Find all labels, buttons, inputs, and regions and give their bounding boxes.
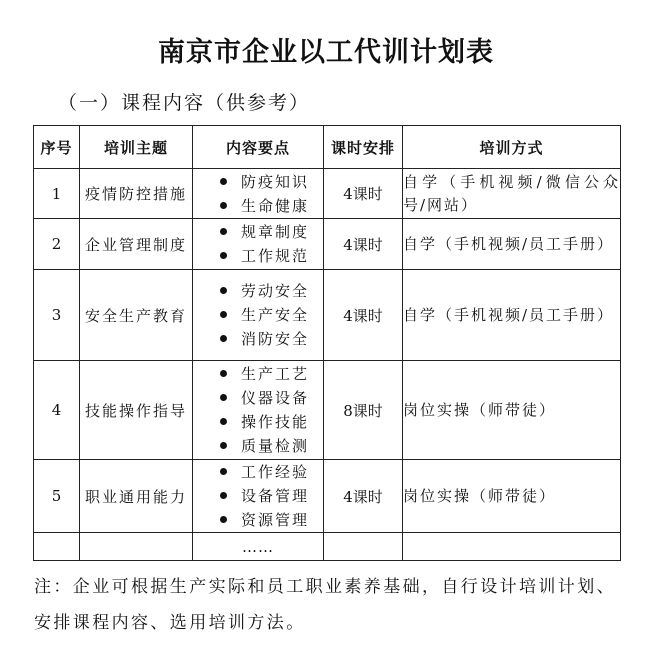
row-hours: 4课时 <box>324 270 403 361</box>
list-item <box>220 386 323 410</box>
point-text: 消防安全 <box>241 330 310 348</box>
point-text: 生产工艺 <box>241 365 310 383</box>
ellipsis-text: …… <box>193 533 324 561</box>
list-item <box>220 244 323 268</box>
bullet-icon <box>220 442 227 449</box>
point-text: 生产安全 <box>241 306 310 324</box>
list-item <box>220 460 323 484</box>
table-header-row <box>34 126 621 169</box>
list-item <box>220 484 323 508</box>
row-points <box>193 361 324 460</box>
list-item <box>220 194 323 218</box>
empty-cell <box>80 533 193 561</box>
header-topic: 培训主题 <box>80 126 193 169</box>
row-topic: 企业管理制度 <box>80 219 193 270</box>
row-topic: 疫情防控措施 <box>80 169 193 219</box>
row-method: 岗位实操（师带徒） <box>403 460 621 533</box>
table-row <box>34 219 621 270</box>
bullet-icon <box>220 311 227 318</box>
bullet-icon <box>220 468 227 475</box>
point-text: 工作经验 <box>241 463 310 481</box>
row-no: 4 <box>34 361 80 460</box>
header-points: 内容要点 <box>193 126 324 169</box>
bullet-icon <box>220 202 227 209</box>
point-text: 操作技能 <box>241 413 310 431</box>
table-row <box>34 169 621 219</box>
section-subtitle: （一）课程内容（供参考） <box>58 92 311 114</box>
list-item <box>220 303 323 327</box>
list-item <box>220 327 323 351</box>
row-no: 5 <box>34 460 80 533</box>
header-no: 序号 <box>34 126 80 169</box>
header-hours: 课时安排 <box>324 126 403 169</box>
list-item <box>220 170 323 194</box>
point-text: 资源管理 <box>241 511 310 529</box>
list-item <box>220 410 323 434</box>
empty-cell <box>324 533 403 561</box>
table-row <box>34 361 621 460</box>
list-item <box>220 508 323 532</box>
row-hours: 4课时 <box>324 219 403 270</box>
point-text: 防疫知识 <box>241 172 310 191</box>
row-points <box>193 219 324 270</box>
row-hours: 4课时 <box>324 169 403 219</box>
bullet-icon <box>220 252 227 259</box>
table-row-ellipsis <box>34 533 621 561</box>
header-method: 培训方式 <box>403 126 621 169</box>
bullet-icon <box>220 394 227 401</box>
table-row <box>34 460 621 533</box>
point-text: 设备管理 <box>241 487 310 505</box>
bullet-icon <box>220 335 227 342</box>
row-topic: 技能操作指导 <box>80 361 193 460</box>
list-item <box>220 434 323 458</box>
point-text: 质量检测 <box>241 437 310 455</box>
page-title: 南京市企业以工代训计划表 <box>158 37 494 68</box>
row-method: 自学（手机视频/员工手册） <box>403 219 621 270</box>
row-topic: 安全生产教育 <box>80 270 193 361</box>
row-hours: 4课时 <box>324 460 403 533</box>
list-item <box>220 279 323 303</box>
footnote: 注：企业可根据生产实际和员工职业素养基础，自行设计培训计划、安排课程内容、选用培训方法。 <box>34 577 616 633</box>
row-points <box>193 270 324 361</box>
bullet-icon <box>220 228 227 235</box>
row-topic: 职业通用能力 <box>80 460 193 533</box>
row-hours: 8课时 <box>324 361 403 460</box>
row-no: 2 <box>34 219 80 270</box>
list-item <box>220 220 323 244</box>
row-method: 自学（手机视频/员工手册） <box>403 270 621 361</box>
bullet-icon <box>220 418 227 425</box>
list-item <box>220 362 323 386</box>
row-no: 3 <box>34 270 80 361</box>
point-text: 生命健康 <box>241 196 310 215</box>
row-points <box>193 460 324 533</box>
bullet-icon <box>220 178 227 185</box>
point-text: 规章制度 <box>241 223 310 241</box>
table-row <box>34 270 621 361</box>
empty-cell <box>403 533 621 561</box>
training-plan-table <box>33 125 621 561</box>
point-text: 仪器设备 <box>241 389 310 407</box>
point-text: 工作规范 <box>241 247 310 265</box>
bullet-icon <box>220 516 227 523</box>
row-points <box>193 169 324 219</box>
row-method: 岗位实操（师带徒） <box>403 361 621 460</box>
bullet-icon <box>220 492 227 499</box>
bullet-icon <box>220 370 227 377</box>
row-method: 自学（手机视频/微信公众号/网站） <box>403 169 621 219</box>
row-no: 1 <box>34 169 80 219</box>
point-text: 劳动安全 <box>241 282 310 300</box>
bullet-icon <box>220 287 227 294</box>
empty-cell <box>34 533 80 561</box>
